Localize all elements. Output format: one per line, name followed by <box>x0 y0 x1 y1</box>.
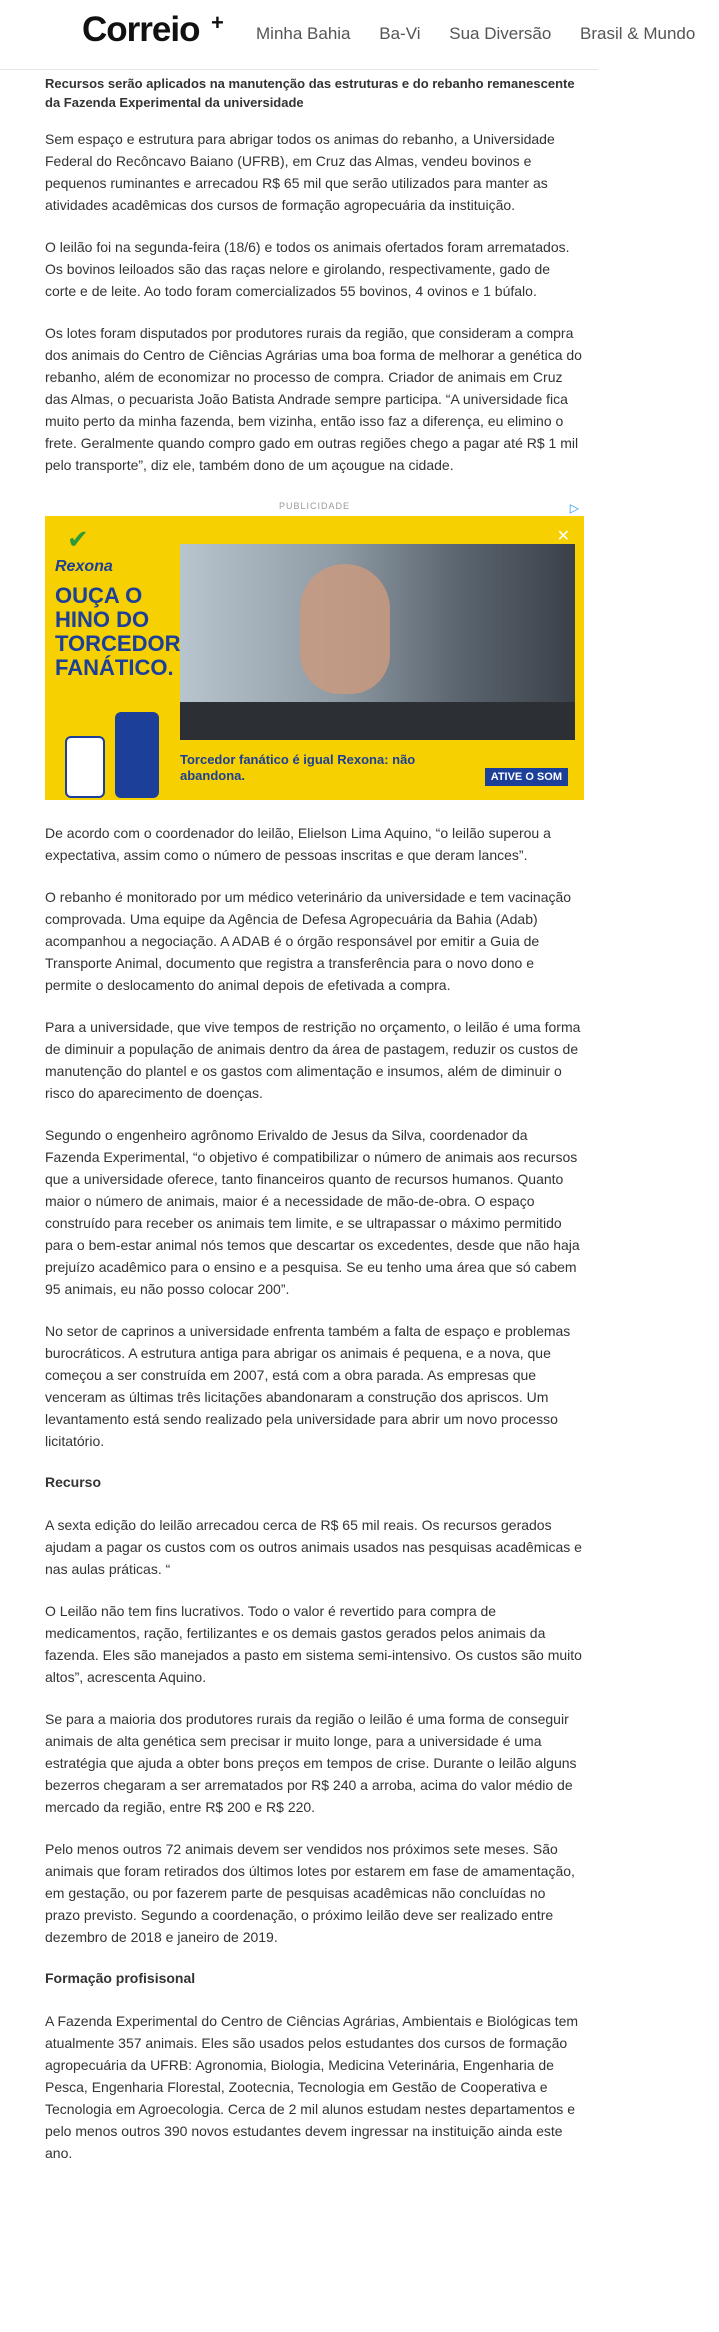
article-paragraph: O rebanho é monitorado por um médico veterinário da universidade e tem vacinação comprovada. Uma equipe da Agência de Defesa Agropecuária da Bahia (Adab) acompanhou a negociação. A ADAB é o órgão responsável por emitir a Guia de Transporte Animal, documento que registra a transferência para o novo dono e permite o deslocamento do animal depois de efetivada a compra. <box>45 889 572 993</box>
nav-item-ba-vi[interactable]: Ba-Vi <box>379 24 421 43</box>
article-paragraph: Para a universidade, que vive tempos de restrição no orçamento, o leilão é uma forma de diminuir a população de animais dentro da área de pastagem, reduzir os custos de manutenção do plantel e os gastos com alimentação e insumos, além de diminuir o risco do aparecimento de doenças. <box>45 1019 581 1101</box>
product-can-icon <box>115 712 159 798</box>
article-paragraph: Segundo o engenheiro agrônomo Erivaldo de Jesus da Silva, coordenador da Fazenda Experimental, “o objetivo é compatibilizar o número de animais aos recursos que a universidade oferece, tanto financeiros quanto de recursos humanos. Quanto maior o número de animais, maior é a necessidade de mão-de-obra. O espaço construído para receber os animais tem limite, e se ultrapassar o máximo permitido para o bem-estar animal nós temos que descartar os excedentes, desde que não haja prejuízo acadêmico para o ensino e a pesquisa. Se eu tenho uma área que só cabem 95 animais, eu não posso colocar 200”. <box>45 1127 580 1297</box>
article-paragraph: A Fazenda Experimental do Centro de Ciências Agrárias, Ambientais e Biológicas tem atualmente 357 animais. Eles são usados pelos estudantes dos cursos de formação agropecuária da UFRB: Agronomia, Biologia, Medicina Veterinária, Engenharia de Pesca, Engenharia Florestal, Zootecnia, Tecnologia em Gestão de Cooperativa e Tecnologia em Agroecologia. Cerca de 2 mil alunos estudam nestes departamentos e pelo menos outros 390 novos estudantes devem ingressar na instituição ainda este ano. <box>45 2013 579 2161</box>
main-nav <box>256 24 719 44</box>
article-paragraph: O Leilão não tem fins lucrativos. Todo o valor é revertido para compra de medicamentos, ração, fertilizantes e os demais gastos gerados pelos animais da fazenda. Eles são manejados a pasto em sistema semi-intensivo. Os custos são muito altos”, acrescenta Aquino. <box>45 1603 582 1685</box>
article-subtitle: Recursos serão aplicados na manutenção das estruturas e do rebanho remanescente da Fazenda Experimental da universidade <box>45 76 575 110</box>
ad-brand: Rexona <box>55 558 113 575</box>
ad-choices-icon[interactable]: ▷ <box>569 501 580 515</box>
article-paragraph: A sexta edição do leilão arrecadou cerca de R$ 65 mil reais. Os recursos gerados ajudam a pagar os custos com os outros animais usados nas pesquisas acadêmicas e nas aulas práticas. “ <box>45 1517 582 1577</box>
site-logo[interactable]: Correio <box>82 10 200 49</box>
article-paragraph: O leilão foi na segunda-feira (18/6) e todos os animais ofertados foram arrematados. Os bovinos leiloados são das raças nelore e girolando, respectivamente, gado de corte e de leite. Ao todo foram comercializados 55 bovinos, 4 ovinos e 1 búfalo. <box>45 239 570 299</box>
logo-plus-icon: + <box>211 10 224 35</box>
section-title-formacao: Formação profisisonal <box>45 1970 196 1986</box>
section-title-recurso: Recurso <box>45 1474 102 1490</box>
article-paragraph: Se para a maioria dos produtores rurais da região o leilão é uma forma de conseguir animais de alta genética sem precisar ir muito longe, para a universidade é uma estratégia que ajuda a obter bons preços em tempos de crise. Durante o leilão alguns bezerros chegaram a ser arrematados por R$ 240 a arroba, acima do valor médio de mercado da região, entre R$ 200 e R$ 220. <box>45 1711 577 1815</box>
ad-label <box>45 496 584 516</box>
article-paragraph: No setor de caprinos a universidade enfrenta também a falta de espaço e problemas burocráticos. A estrutura antiga para abrigar os animais é pequena, e a nova, que começou a ser construída em 2007, está com a obra parada. As empresas que venceram as últimas três licitações abandonaram a construção dos apriscos. Um levantamento está sendo realizado pela universidade para abrir um novo processo licitatório. <box>45 1323 571 1449</box>
article-body <box>0 74 598 2164</box>
brand-check-icon: ✔ <box>67 524 89 554</box>
nav-item-minha-bahia[interactable]: Minha Bahia <box>256 24 351 43</box>
site-header <box>0 0 696 70</box>
article-paragraph: Os lotes foram disputados por produtores rurais da região, que consideram a compra dos animais do Centro de Ciências Agrárias uma boa forma de melhorar a genética do rebanho, além de economizar no processo de compra. Criador de animais em Cruz das Almas, o pecuarista João Batista Andrade sempre participa. “A universidade fica muito perto da minha fazenda, bem vizinha, então isso faz a diferença, eu elimino o frete. Geralmente quando compro gado em outras regiões chego a pagar até R$ 1 mil pelo transporte”, diz ele, também dono de um açougue na cidade. <box>45 325 582 473</box>
article-paragraph: Sem espaço e estrutura para abrigar todos os animas do rebanho, a Universidade Federal do Recôncavo Baiano (UFRB), em Cruz das Almas, vendeu bovinos e pequenos ruminantes e arrecadou R$ 65 mil que serão utilizados para manter as atividades acadêmicas dos cursos de formação agropecuária da instituição. <box>45 131 555 213</box>
close-icon[interactable]: ✕ <box>556 528 570 545</box>
ad-photo-person <box>300 564 390 694</box>
ad-label-text: PUBLICIDADE <box>278 501 351 511</box>
ad-sound-button[interactable]: ATIVE O SOM <box>485 768 568 786</box>
nav-item-brasil-mundo[interactable]: Brasil & Mundo <box>580 24 696 43</box>
product-can-icon <box>65 736 105 798</box>
ad-photo-table <box>180 702 575 740</box>
advertisement <box>45 496 584 800</box>
ad-photo <box>180 544 575 740</box>
ad-tagline: Torcedor fanático é igual Rexona: não abandona. <box>180 752 416 783</box>
article-paragraph: Pelo menos outros 72 animais devem ser vendidos nos próximos sete meses. São animais que foram retirados dos últimos lotes por estarem em fase de amamentação, em gestação, ou por fazerem parte de pesquisas acadêmicas não concluídas no prazo previsto. Segundo a coordenação, o próximo leilão deve ser realizado entre dezembro de 2018 e janeiro de 2019. <box>45 1841 575 1945</box>
ad-headline: OUÇA O HINO DO TORCEDOR FANÁTICO. <box>55 583 181 680</box>
article-paragraph: De acordo com o coordenador do leilão, Elielson Lima Aquino, “o leilão superou a expectativa, assim como o número de pessoas inscritas e que deram lances”. <box>45 825 551 863</box>
nav-item-sua-diversao[interactable]: Sua Diversão <box>449 24 552 43</box>
ad-banner[interactable] <box>45 516 584 800</box>
